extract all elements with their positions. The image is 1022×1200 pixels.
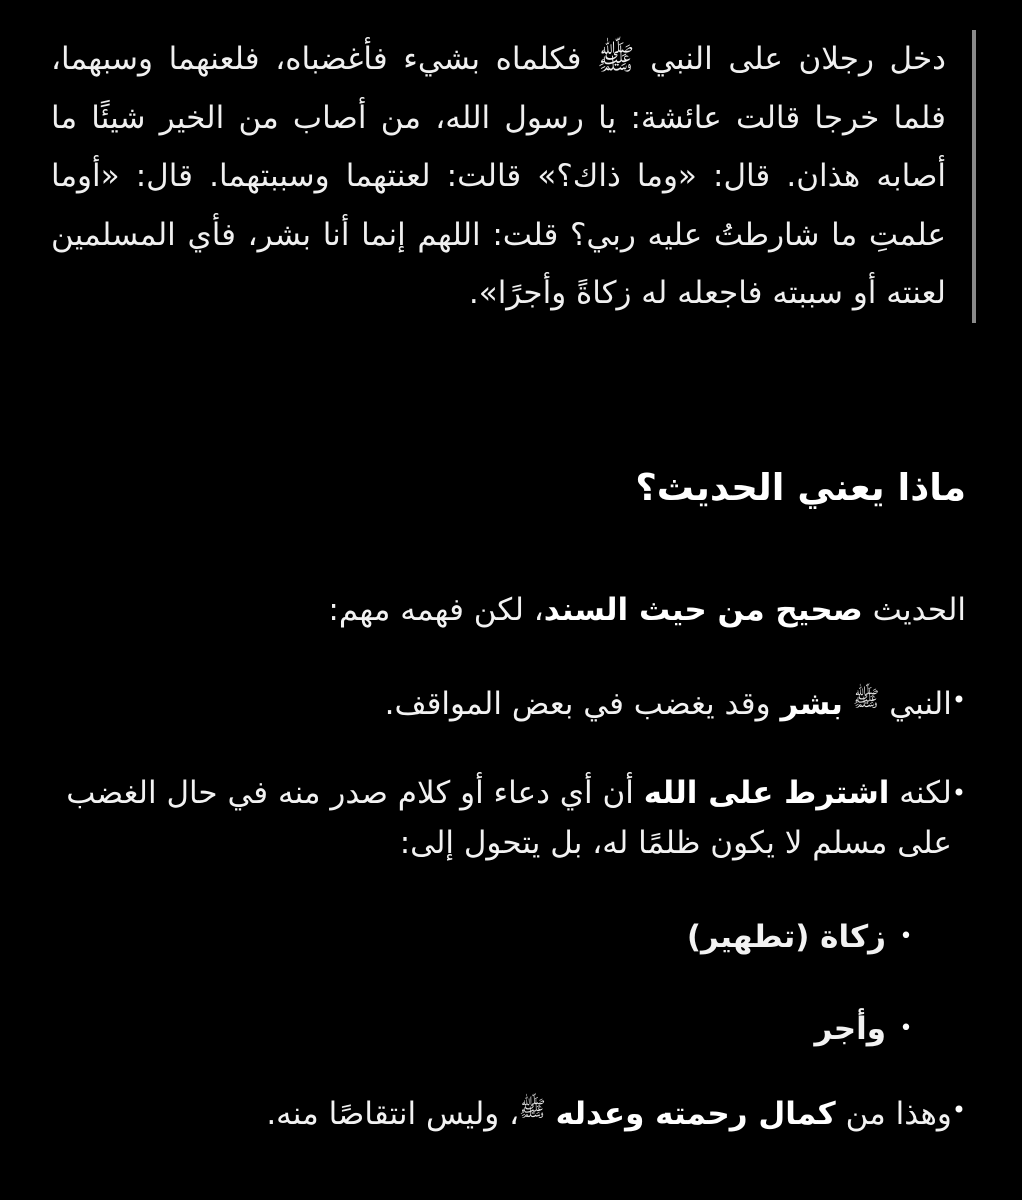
- bullet-dot: •: [951, 686, 966, 714]
- bullet-text: [61, 1085, 952, 1139]
- intro-text-2: ، لكن فهمه مهم:: [328, 592, 544, 628]
- bullet-1-text-2: وقد يغضب في بعض المواقف.: [384, 686, 781, 722]
- sub-bullet-text: زكاة (تطهير): [686, 919, 886, 955]
- bullet-item-mercy: [61, 1085, 966, 1139]
- sub-bullet-dot: •: [899, 1016, 913, 1041]
- intro-bold: صحيح من حيث السند: [543, 592, 863, 628]
- hadith-blockquote: [41, 30, 976, 323]
- hadith-text: دخل رجلان على النبي ﷺ فكلماه بشيء فأغضباه، فلعنهما وسبهما، فلما خرجا قالت عائشة: يا رسول الله، من أصاب من الخير شيئًا ما أصابه هذان. قال: «وما ذاك؟» قالت: لعنتهما وسببتهما. قال: «أوما علمتِ ما شارطتُ عليه ربي؟ قلت: اللهم إنما أنا بشر، فأي المسلمين لعنته أو سببته فاجعله له زكاةً وأجرًا».: [51, 41, 946, 311]
- bullet-dot: •: [951, 779, 966, 807]
- honorific-glyph: ﷺ: [519, 1097, 546, 1122]
- bullet-2-text-1: لكنه: [889, 775, 952, 811]
- bullet-text: [61, 768, 952, 868]
- bullet-1-text-1: النبي: [879, 686, 952, 722]
- bullet-item-condition: [61, 768, 966, 868]
- sub-bullet-text: وأجر: [814, 1011, 886, 1047]
- intro-text-1: الحديث: [862, 592, 966, 628]
- sub-bullet-zakat: [326, 912, 926, 962]
- bullet-2-text-2: أن أي دعاء أو كلام صدر منه في حال الغضب على مسلم لا يكون ظلمًا له، بل يتحول إلى:: [66, 775, 952, 861]
- bullet-1-bold: بشر: [780, 686, 843, 722]
- sub-bullet-dot: •: [899, 924, 913, 949]
- bullet-dot: •: [951, 1096, 966, 1124]
- intro-paragraph: [66, 585, 966, 635]
- bullet-4-text-2: ، وليس انتقاصًا منه.: [266, 1096, 520, 1132]
- section-heading: ماذا يعني الحديث؟: [635, 466, 966, 509]
- bullet-item-human: [61, 675, 966, 729]
- bullet-2-bold: اشترط على الله: [643, 775, 890, 811]
- bullet-4-bold: كمال رحمته وعدله: [555, 1096, 836, 1132]
- honorific-glyph: ﷺ: [852, 687, 880, 712]
- sub-bullet-reward: [326, 1004, 926, 1054]
- bullet-text: [61, 675, 952, 729]
- bullet-4-text-1: وهذا من: [835, 1096, 952, 1132]
